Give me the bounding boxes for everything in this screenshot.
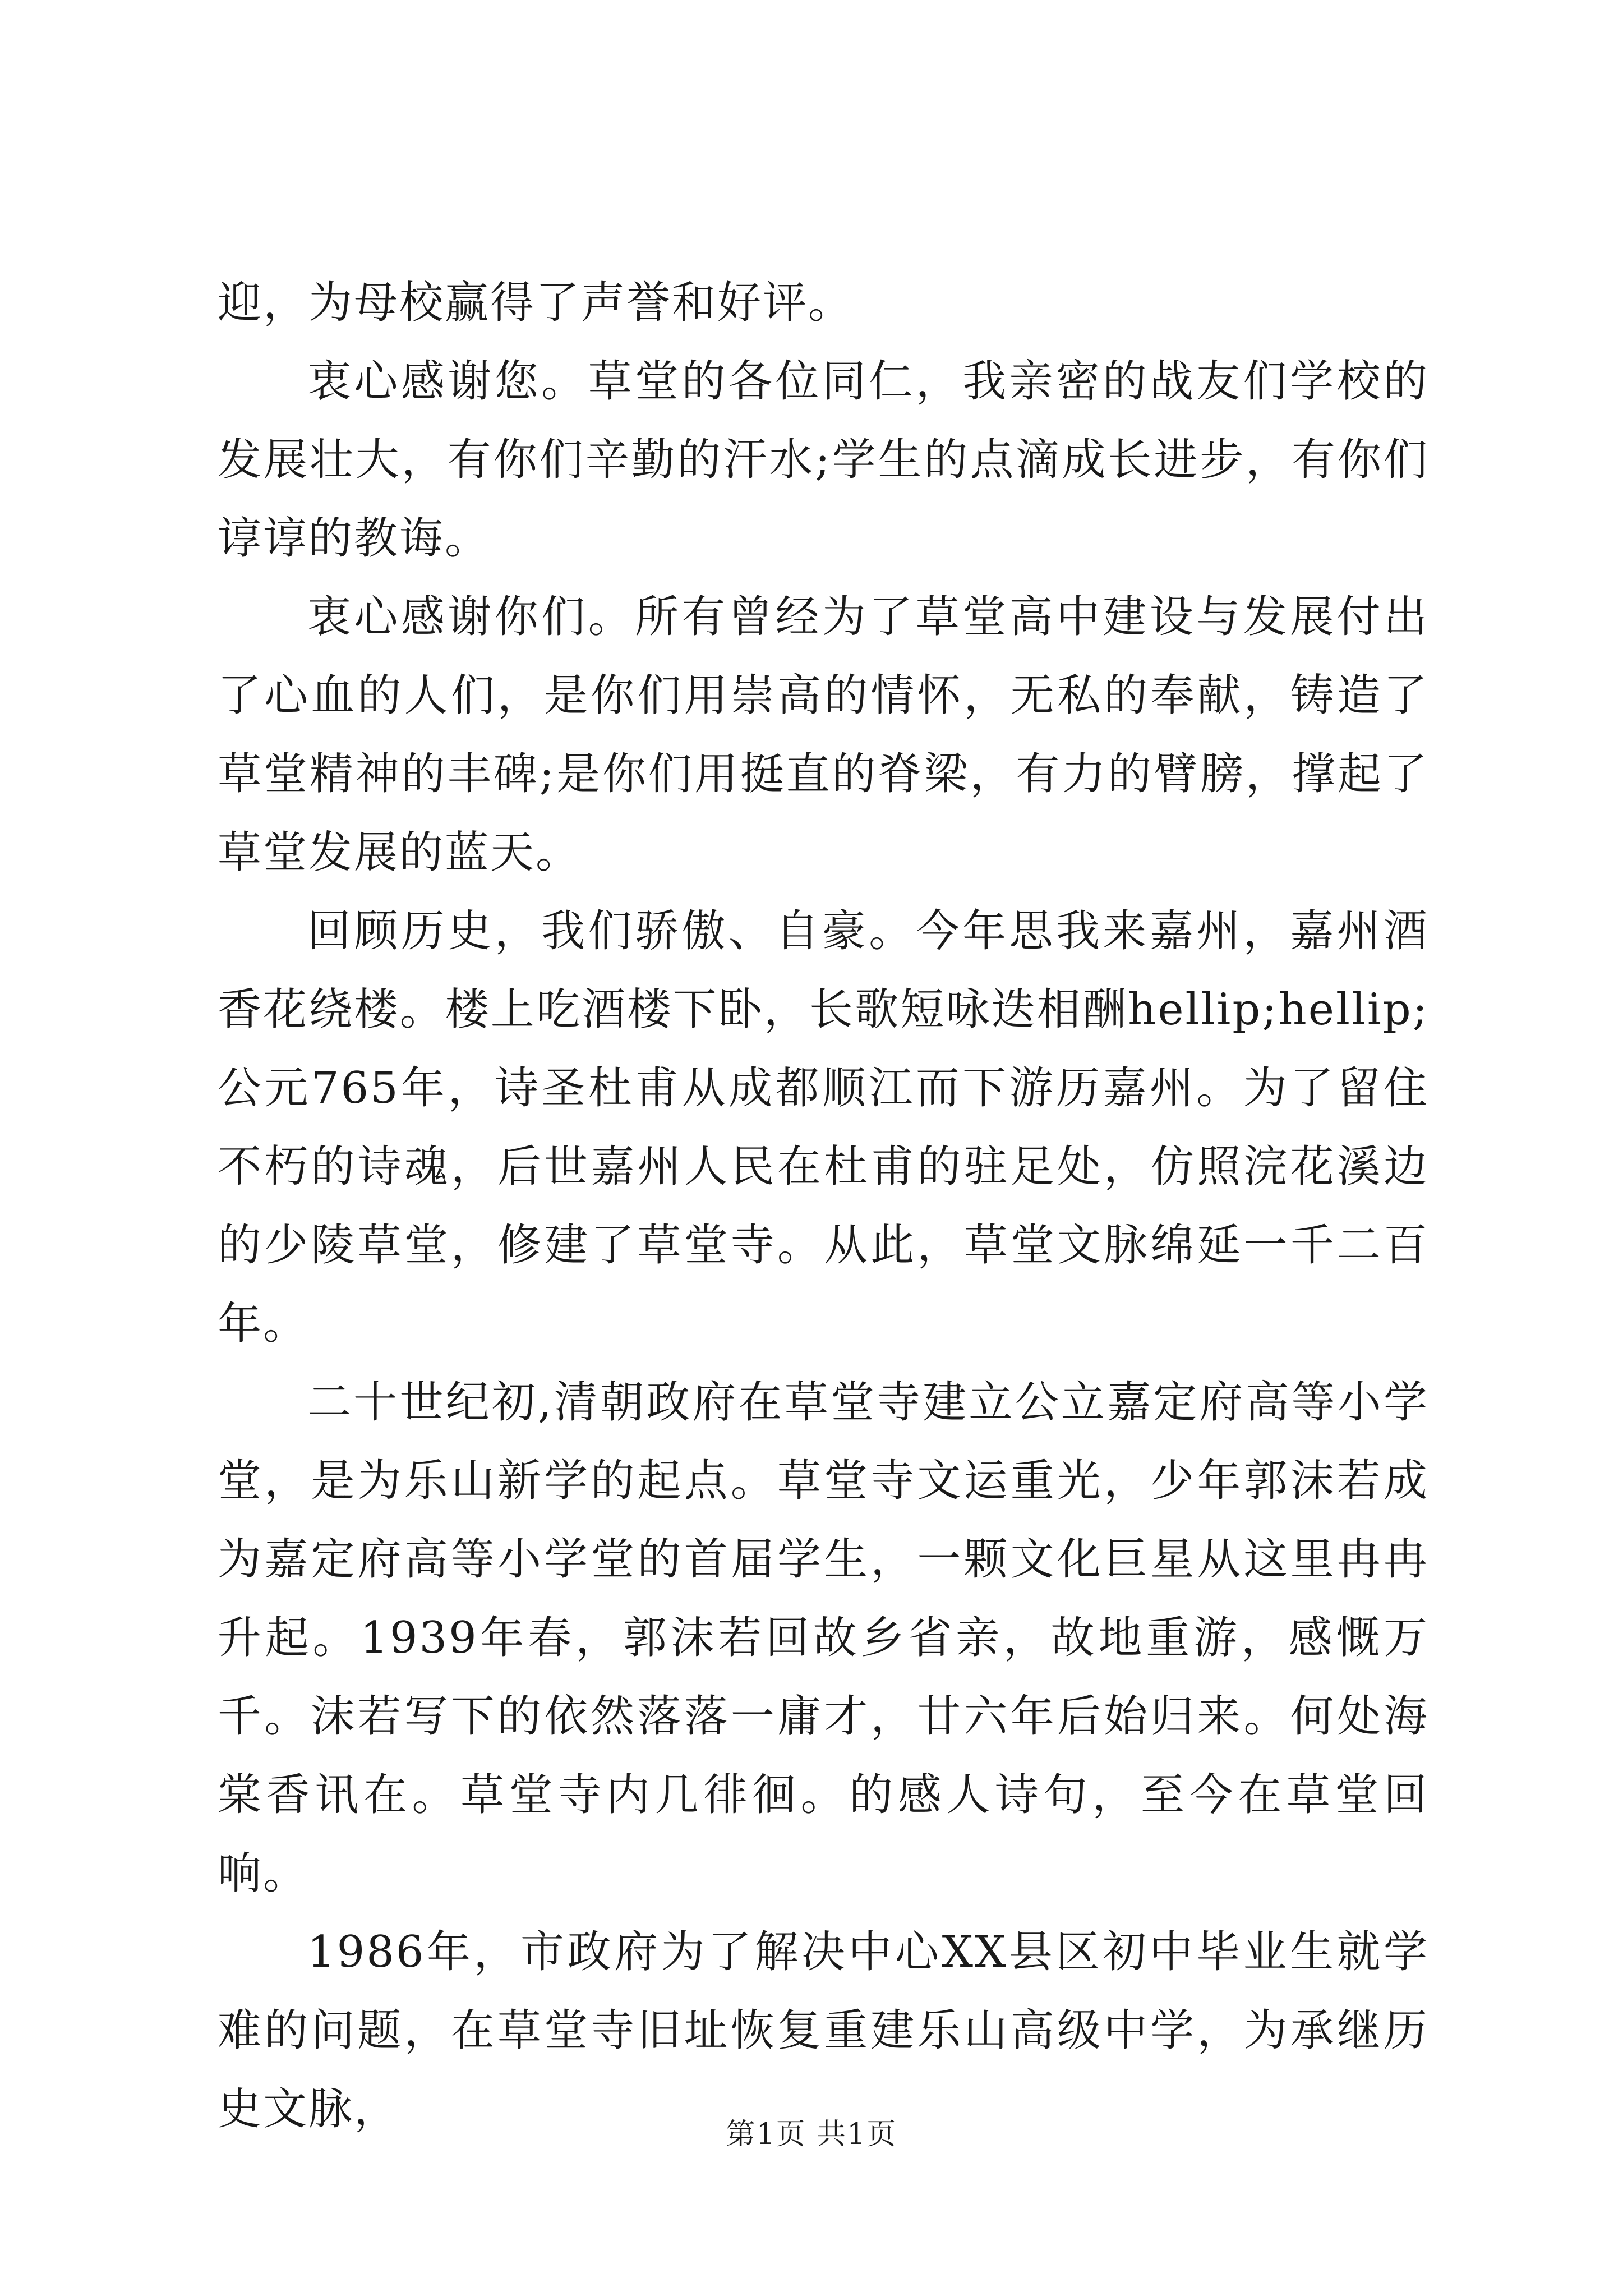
page-footer: 第1页 共1页 [726,2118,897,2151]
paragraph-thanks-colleagues: 衷心感谢您。草堂的各位同仁，我亲密的战友们学校的发展壮大，有你们辛勤的汗水;学生的点滴成长进步，有你们谆谆的教诲。 [218,356,1429,564]
paragraph-continuation: 迎，为母校赢得了声誉和好评。 [218,278,854,328]
document-body [218,264,1429,2148]
paragraph-history-du-fu: 回顾历史，我们骄傲、自豪。今年思我来嘉州，嘉州酒香花绕楼。楼上吃酒楼下卧，长歌短咏迭相酬hellip;hellip;公元765年，诗圣杜甫从成都顺江而下游历嘉州。为了留住不朽的诗魂，后世嘉州人民在杜甫的驻足处，仿照浣花溪边的少陵草堂，修建了草堂寺。从此，草堂文脉绵延一千二百年。 [218,906,1429,1349]
paragraph-history-1986: 1986年，市政府为了解决中心XX县区初中毕业生就学难的问题，在草堂寺旧址恢复重建乐山高级中学，为承继历史文脉， [218,1927,1429,2134]
paragraph-history-guo-moruo: 二十世纪初,清朝政府在草堂寺建立公立嘉定府高等小学堂，是为乐山新学的起点。草堂寺文运重光，少年郭沫若成为嘉定府高等小学堂的首届学生，一颗文化巨星从这里冉冉升起。1939年春，郭沫若回故乡省亲，故地重游，感慨万千。沫若写下的依然落落一庸才，廿六年后始归来。何处海棠香讯在。草堂寺内几徘徊。的感人诗句，至今在草堂回响。 [218,1377,1429,1899]
paragraph-thanks-contributors: 衷心感谢你们。所有曾经为了草堂高中建设与发展付出了心血的人们，是你们用崇高的情怀，无私的奉献，铸造了草堂精神的丰碑;是你们用挺直的脊梁，有力的臂膀，撑起了草堂发展的蓝天。 [218,592,1429,878]
